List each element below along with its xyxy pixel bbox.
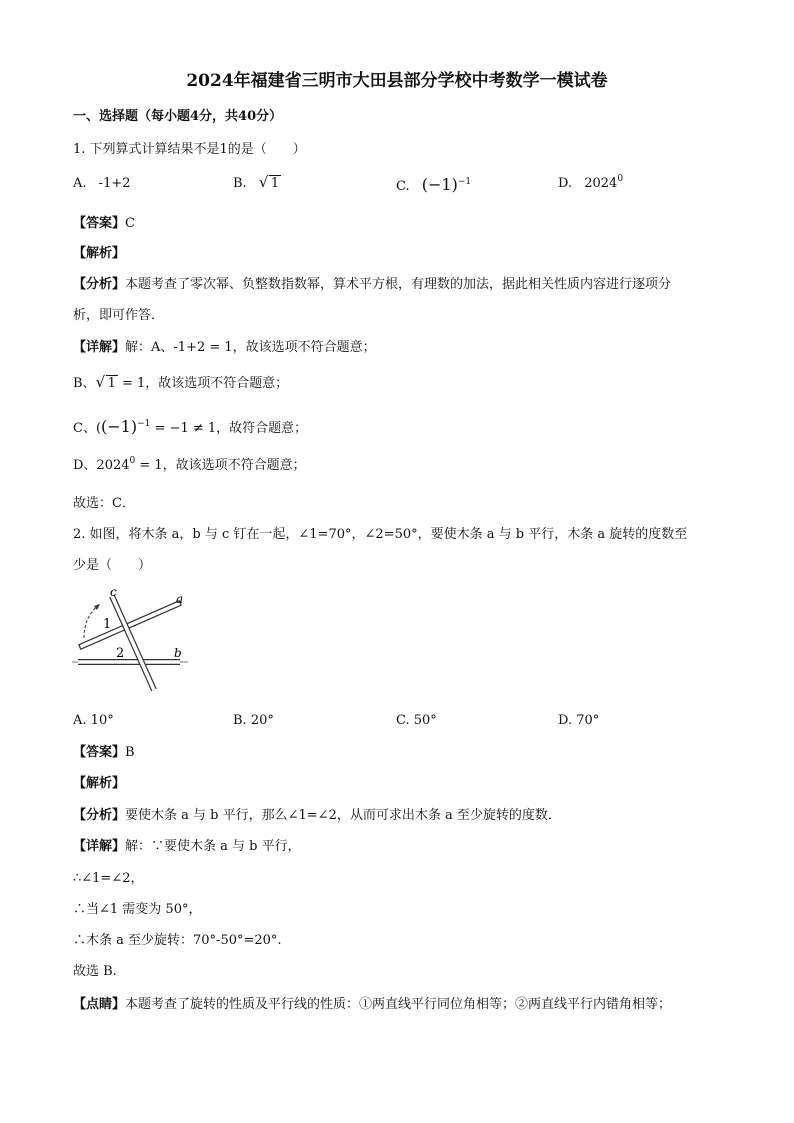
q2-stem-line2: 少是（ ） — [73, 558, 152, 573]
q2-option-b[interactable] — [233, 714, 274, 727]
detail-text: 解：∵要使木条 a 与 b 平行， — [125, 839, 301, 854]
q2-dianjing — [73, 998, 671, 1011]
q1-detail-c — [73, 419, 307, 435]
detail-text: = −1 ≠ 1，故符合题意； — [150, 421, 308, 436]
detail-prefix: D、2024 — [73, 458, 130, 473]
fenxi-text: 本题考查了零次幂、负整数指数幂，算术平方根，有理数的加法，据此相关性质内容进行逐项分 — [125, 277, 672, 292]
q1-detail-a — [73, 341, 376, 354]
option-letter: B. — [233, 176, 247, 191]
option-letter: A. — [73, 713, 87, 728]
q2-analysis-tag: 【解析】 — [73, 776, 126, 791]
label-b: b — [174, 646, 182, 660]
detail-tag: 【详解】 — [73, 340, 126, 355]
q2-figure — [70, 586, 200, 698]
q1-conclusion: 故选：C． — [73, 496, 135, 511]
option-letter: C. — [396, 713, 410, 728]
power-base: 2024 — [584, 176, 618, 191]
option-text: 20° — [250, 713, 274, 728]
q2-conclusion: 故选 B. — [73, 964, 117, 979]
q1-analysis-tag: 【解析】 — [73, 246, 126, 261]
q2-detail-3: ∴当∠1 需变为 50°， — [73, 902, 202, 917]
dianjing-text: 本题考查了旋转的性质及平行线的性质：①两直线平行同位角相等；②两直线平行内错角相等； — [125, 997, 672, 1012]
fenxi-tag: 【分析】 — [73, 808, 126, 823]
sqrt-expr: √ 1 — [96, 377, 118, 390]
q2-option-c[interactable] — [396, 714, 437, 727]
option-text: 10° — [90, 713, 114, 728]
dianjing-tag: 【点睛】 — [73, 997, 126, 1012]
stick-c — [112, 596, 154, 690]
q2-stem: 2. 如图，将木条 a，b 与 c 钉在一起，∠1=70°，∠2=50°，要使木条 a 与 b 平行，木条 a 旋转的度数至 — [73, 527, 688, 542]
q1-fenxi — [73, 278, 671, 291]
answer-tag: 【答案】 — [73, 216, 126, 231]
label-c: c — [110, 586, 117, 599]
answer-tag: 【答案】 — [73, 745, 126, 760]
section-heading: 一、选择题（每小题4分，共40分） — [73, 109, 283, 124]
q2-answer — [73, 746, 135, 759]
detail-text: 解：A、-1+2 = 1，故该选项不符合题意； — [125, 340, 376, 355]
label-a: a — [176, 592, 184, 606]
q2-option-d[interactable] — [558, 714, 599, 727]
q2-detail-4: ∴木条 a 至少旋转：70°-50°=20°. — [73, 933, 282, 948]
detail-prefix: B、 — [73, 376, 96, 391]
option-letter: A. — [73, 176, 87, 191]
fenxi-tag: 【分析】 — [73, 277, 126, 292]
power-exp: 0 — [129, 456, 136, 466]
q2-fenxi — [73, 809, 561, 822]
option-letter: C. — [396, 179, 410, 194]
q1-fenxi-line2: 析，即可作答． — [73, 308, 165, 323]
q1-option-a[interactable] — [73, 177, 131, 190]
detail-tag: 【详解】 — [73, 839, 126, 854]
q1-option-c[interactable] — [396, 177, 471, 193]
q2-option-a[interactable] — [73, 714, 114, 727]
power-exp: −1 — [457, 177, 472, 187]
q1-detail-d — [73, 456, 306, 473]
q1-answer — [73, 217, 135, 230]
q1-option-d[interactable] — [558, 174, 624, 191]
q1-option-b[interactable] — [233, 177, 281, 190]
option-letter: D. — [558, 713, 573, 728]
fenxi-text: 要使木条 a 与 b 平行，那么∠1=∠2，从而可求出木条 a 至少旋转的度数． — [125, 808, 561, 823]
option-text: 70° — [576, 713, 600, 728]
option-expr: -1+2 — [98, 176, 131, 191]
sqrt-expr: √ 1 — [259, 177, 281, 190]
q1-detail-b — [73, 377, 288, 390]
power-base: (−1) — [101, 417, 138, 436]
detail-prefix: C、( — [73, 421, 102, 436]
rotation-arrow-icon — [84, 604, 100, 638]
detail-text: = 1，故该选项不符合题意； — [135, 458, 306, 473]
answer-value: C — [125, 216, 135, 231]
detail-text: = 1，故该选项不符合题意； — [117, 376, 289, 391]
q2-detail-2: ∴∠1=∠2， — [73, 871, 144, 886]
power-exp: −1 — [137, 419, 151, 429]
option-letter: B. — [233, 713, 247, 728]
q1-stem: 1. 下列算式计算结果不是1的是（ ） — [73, 142, 306, 157]
power-base: (−1) — [421, 175, 458, 194]
angle-label-1: 1 — [103, 617, 112, 632]
option-text: 50° — [413, 713, 437, 728]
option-letter: D. — [558, 176, 573, 191]
answer-value: B — [125, 745, 135, 760]
page-title: 2024年福建省三明市大田县部分学校中考数学一模试卷 — [186, 71, 608, 91]
power-exp: 0 — [617, 174, 624, 184]
angle-label-2: 2 — [116, 646, 125, 661]
q2-detail-1 — [73, 840, 301, 853]
